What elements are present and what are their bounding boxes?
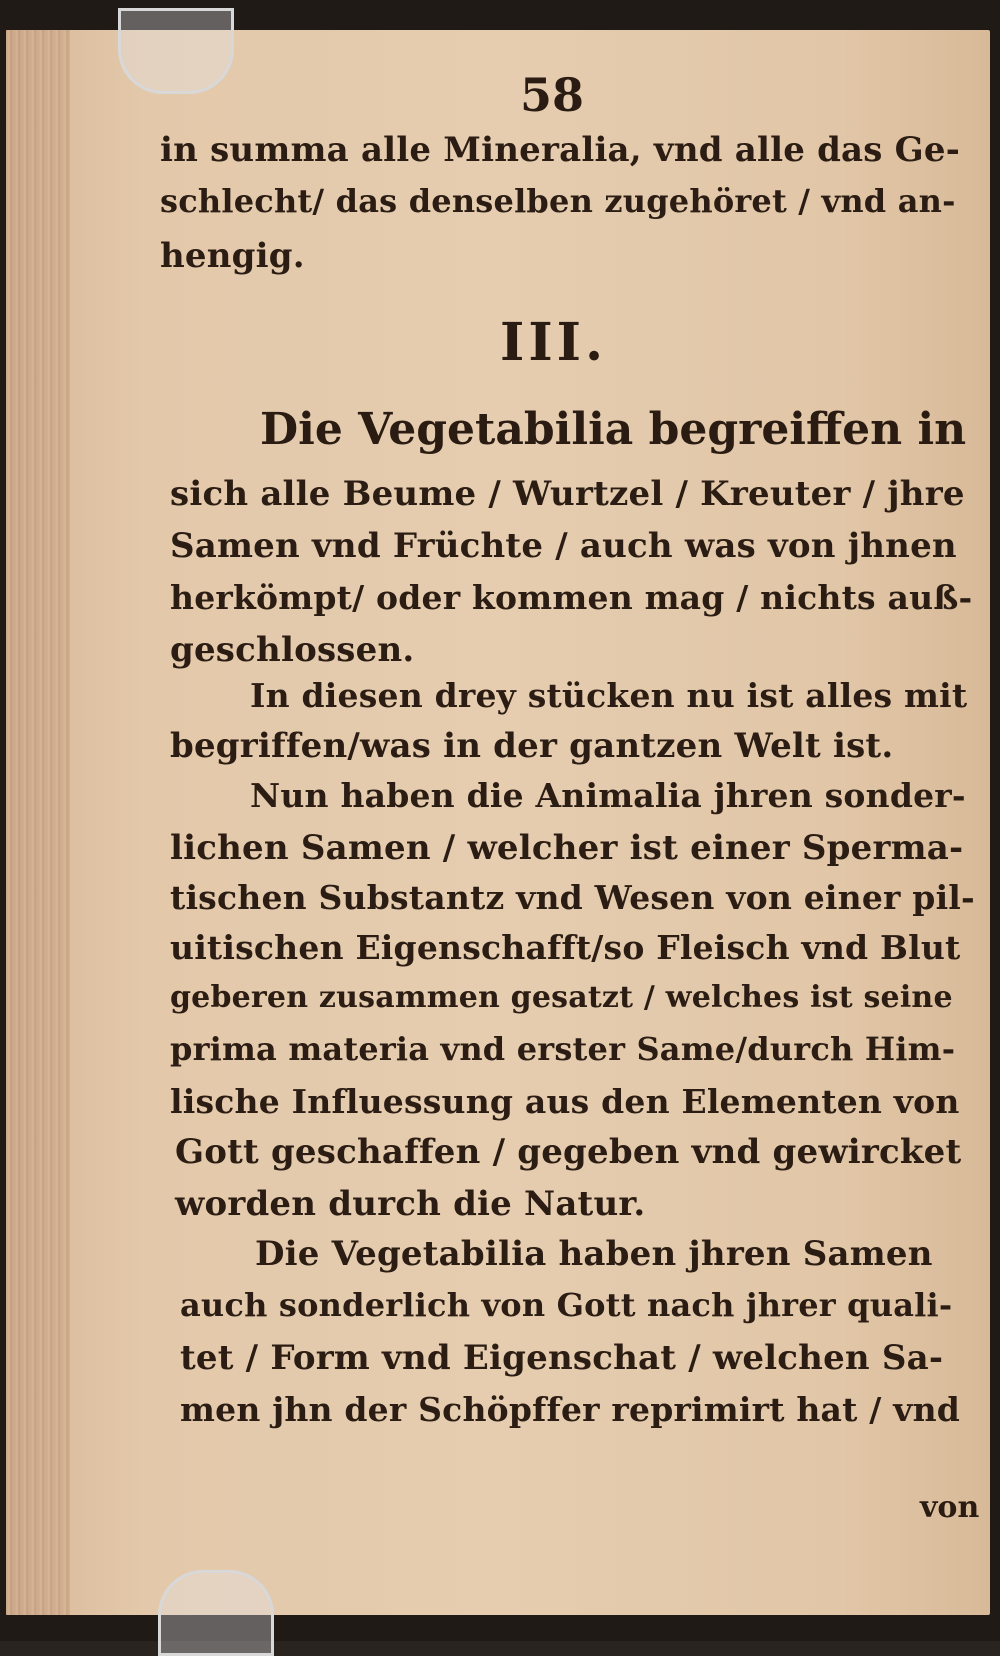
catchword: von [920, 1490, 980, 1525]
section-numeral: III. [500, 312, 608, 373]
text-line: In diesen drey stücken nu ist alles mit [250, 676, 968, 715]
text-line: Nun haben die Animalia jhren sonder- [250, 776, 966, 815]
text-line: worden durch die Natur. [175, 1184, 646, 1224]
text-line: lichen Samen / welcher ist einer Sperma- [170, 828, 964, 868]
text-line: lische Influessung aus den Elementen von [170, 1082, 960, 1121]
text-line: in summa alle Mineralia, vnd alle das Ge- [160, 130, 961, 170]
text-line: Die Vegetabilia haben jhren Samen [255, 1234, 933, 1274]
text-line: begriffen/was in der gantzen Welt ist. [170, 726, 894, 766]
text-line: tet / Form vnd Eigenschat / welchen Sa- [180, 1338, 944, 1378]
text-line: tischen Substantz vnd Wesen von einer pil- [170, 878, 975, 917]
text-line: Samen vnd Früchte / auch was von jhnen [170, 526, 957, 566]
text-line: herkömpt/ oder kommen mag / nichts auß- [170, 578, 973, 617]
text-line: auch sonderlich von Gott nach jhrer quali- [180, 1286, 953, 1324]
text-line: geschlossen. [170, 630, 415, 670]
text-line: Gott geschaffen / gegeben vnd gewircket [175, 1132, 962, 1172]
page-edges [6, 30, 70, 1615]
text-line: prima materia vnd erster Same/durch Him- [170, 1030, 956, 1068]
text-line: sich alle Beume / Wurtzel / Kreuter / jhre [170, 474, 965, 514]
section-heading: Die Vegetabilia begreiffen in [260, 404, 967, 455]
text-line: uitischen Eigenschafft/so Fleisch vnd Blut [170, 928, 961, 967]
text-line: schlecht/ das denselben zugehöret / vnd an- [160, 182, 956, 220]
text-line: hengig. [160, 236, 305, 276]
bottom-clip [158, 1570, 274, 1656]
top-clip [118, 8, 234, 94]
page-number: 58 [520, 68, 585, 122]
text-line: geberen zusammen gesatzt / welches ist seine [170, 980, 953, 1015]
text-line: men jhn der Schöpffer reprimirt hat / vnd [180, 1390, 961, 1429]
